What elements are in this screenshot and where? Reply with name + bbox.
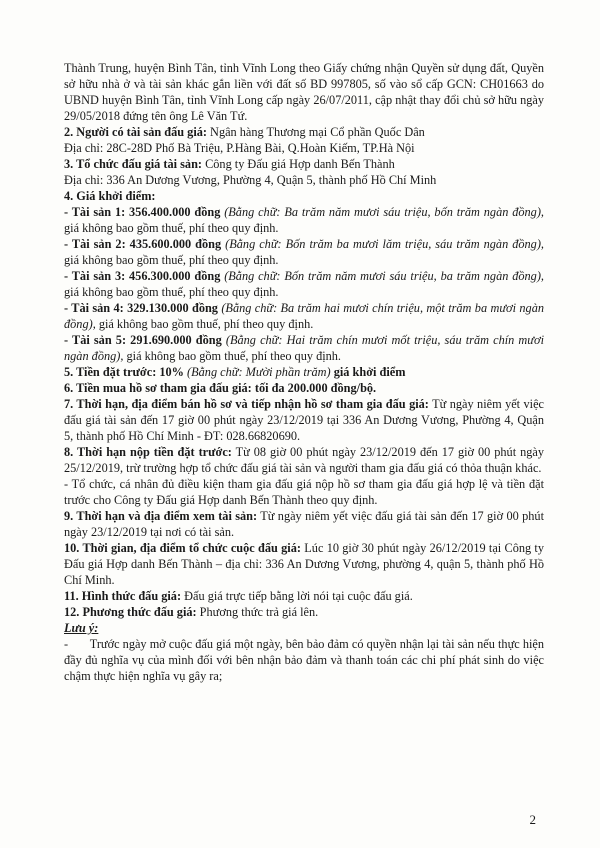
asset-1-price: - Tài sản 1: 356.400.000 đồng [64, 205, 221, 219]
asset-5-words: (Bằng chữ: Hai trăm chín mươi mốt triệu, sáu trăm chín mươi ngàn đồng), [64, 333, 544, 363]
section-7-label: 7. Thời hạn, địa điểm bán hồ sơ và tiếp nhận hồ sơ tham gia đấu giá: [64, 397, 429, 411]
asset-3-price: - Tài sản 3: 456.300.000 đồng [64, 269, 221, 283]
section-12 [64, 604, 544, 620]
asset-1-words: (Bằng chữ: Ba trăm năm mươi sáu triệu, bốn trăm ngàn đồng), [220, 205, 544, 219]
section-6: 6. Tiền mua hồ sơ tham gia đấu giá: tối đa 200.000 đồng/bộ. [64, 381, 377, 395]
document-body [64, 60, 548, 684]
section-10 [64, 540, 544, 588]
page-number: 2 [529, 812, 536, 827]
asset-5-price: - Tài sản 5: 291.690.000 đồng [64, 333, 222, 347]
intro-paragraph: Thành Trung, huyện Bình Tân, tỉnh Vĩnh Long theo Giấy chứng nhận Quyền sử dụng đất, Quyền sở hữu nhà ở và tài sản khác gắn liền với đất số BD 997805, số vào sổ cấp GCN: CH01663 do UBND huyện Bình Tân, tỉnh Vĩnh Long cấp ngày 26/07/2011, cập nhật thay đổi chủ sở hữu ngày 29/05/2018 đứng tên ông Lê Văn Tứ. [64, 61, 544, 123]
section-10-label: 10. Thời gian, địa điểm tổ chức cuộc đấu giá: [64, 541, 301, 555]
asset-4-tail: giá không bao gồm thuế, phí theo quy định. [95, 317, 314, 331]
section-9-value: Từ ngày niêm yết việc đấu giá tài sản đến 17 giờ 00 phút ngày 23/12/2019 tại nơi có tài sản. [64, 509, 544, 539]
asset-5 [64, 332, 544, 364]
section-3-address: Địa chỉ: 336 An Dương Vương, Phường 4, Quận 5, thành phố Hồ Chí Minh [64, 173, 437, 187]
asset-2-price: - Tài sản 2: 435.600.000 đồng [64, 237, 222, 251]
section-10-value: Lúc 10 giờ 30 phút ngày 26/12/2019 tại Công ty Đấu giá Hợp danh Bến Thành – địa chỉ: 336 An Dương Vương, phường 4, quận 5, thành phố Hồ Chí Minh. [64, 541, 544, 587]
section-2 [64, 124, 544, 140]
section-7 [64, 396, 544, 444]
section-5-words: (Bằng chữ: Mười phần trăm) [183, 365, 331, 379]
asset-2 [64, 236, 544, 268]
asset-1-tail: giá không bao gồm thuế, phí theo quy định. [64, 221, 279, 235]
asset-3 [64, 268, 544, 300]
note-title: Lưu ý: [64, 621, 99, 635]
section-11 [64, 588, 544, 604]
section-8-note: - Tổ chức, cá nhân đủ điều kiện tham gia đấu giá nộp hồ sơ tham gia đấu giá hợp lệ và tiền đặt trước cho Công ty Đấu giá Hợp danh Bến Thành theo quy định. [64, 477, 544, 507]
section-3 [64, 156, 544, 172]
asset-3-tail: giá không bao gồm thuế, phí theo quy định. [64, 285, 279, 299]
section-11-label: 11. Hình thức đấu giá: [64, 589, 182, 603]
asset-4-words: (Bằng chữ: Ba trăm hai mươi chín triệu, một trăm ba mươi ngàn đồng), [64, 301, 544, 331]
section-2-address: Địa chỉ: 28C-28D Phố Bà Triệu, P.Hàng Bài, Q.Hoàn Kiếm, TP.Hà Nội [64, 141, 415, 155]
section-5-tail: giá khởi điểm [330, 365, 406, 379]
asset-5-tail: giá không bao gồm thuế, phí theo quy định. [123, 349, 341, 363]
section-5 [64, 364, 544, 380]
section-8-label: 8. Thời hạn nộp tiền đặt trước: [64, 445, 232, 459]
section-5-label: 5. Tiền đặt trước: 10% [64, 365, 184, 379]
section-8-value: Từ 08 giờ 00 phút ngày 23/12/2019 đến 17 giờ 00 phút ngày 25/12/2019, trừ trường hợp tổ chức đấu giá tài sản và người tham gia đấu giá có thỏa thuận khác. [64, 445, 544, 475]
asset-2-words: (Bằng chữ: Bốn trăm ba mươi lăm triệu, sáu trăm ngàn đồng), [221, 237, 544, 251]
asset-1 [64, 204, 544, 236]
section-3-label: 3. Tổ chức đấu giá tài sản: [64, 157, 202, 171]
section-2-value: Ngân hàng Thương mại Cổ phần Quốc Dân [206, 125, 425, 139]
note-text: - Trước ngày mở cuộc đấu giá một ngày, bên bảo đảm có quyền nhận lại tài sản nếu thực hiện đầy đủ nghĩa vụ của mình đối với bên nhận bảo đảm và thanh toán các chi phí phát sinh do việc chậm thực hiện nghĩa vụ gây ra; [64, 637, 548, 683]
asset-3-words: (Bằng chữ: Bốn trăm năm mươi sáu triệu, ba trăm ngàn đồng), [220, 269, 544, 283]
asset-4-price: - Tài sản 4: 329.130.000 đồng [64, 301, 218, 315]
section-9 [64, 508, 544, 540]
section-11-value: Đấu giá trực tiếp bằng lời nói tại cuộc đấu giá. [181, 589, 413, 603]
asset-4 [64, 300, 544, 332]
section-12-label: 12. Phương thức đấu giá: [64, 605, 197, 619]
asset-2-tail: giá không bao gồm thuế, phí theo quy định. [64, 253, 279, 267]
section-9-label: 9. Thời hạn và địa điểm xem tài sản: [64, 509, 258, 523]
section-2-label: 2. Người có tài sản đấu giá: [64, 125, 207, 139]
section-8 [64, 444, 544, 476]
section-3-value: Công ty Đấu giá Hợp danh Bến Thành [202, 157, 395, 171]
section-7-value: Từ ngày niêm yết việc đấu giá tài sản đến 17 giờ 00 phút ngày 23/12/2019 tại 336 An Dương Vương, Phường 4, Quận 5, thành phố Hồ Chí Minh - ĐT: 028.66820690. [64, 397, 544, 443]
section-4-label: 4. Giá khởi điểm: [64, 189, 156, 203]
section-12-value: Phương thức trả giá lên. [196, 605, 319, 619]
